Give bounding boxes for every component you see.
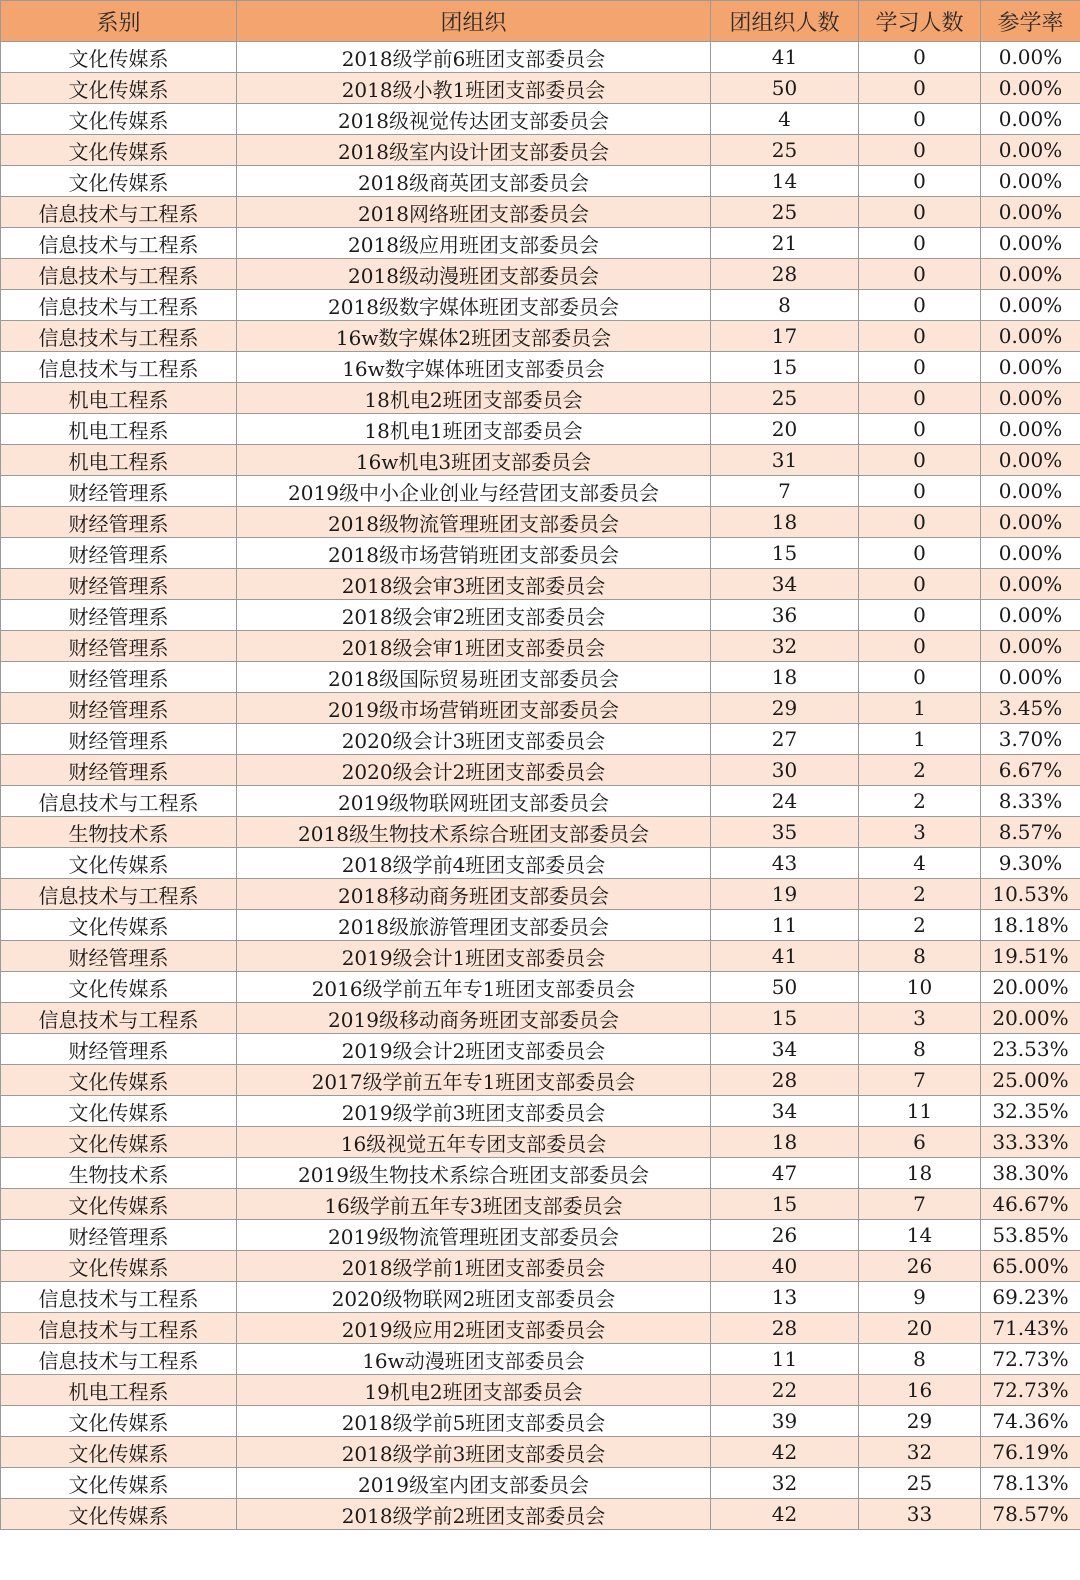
cell-learner-count: 33	[859, 1499, 981, 1530]
cell-organization: 16w机电3班团支部委员会	[237, 445, 711, 476]
table-row	[1, 910, 1080, 941]
cell-department: 信息技术与工程系	[1, 352, 237, 383]
cell-learner-count: 0	[859, 321, 981, 352]
cell-participation-rate: 0.00%	[981, 135, 1080, 166]
cell-member-count: 19	[711, 879, 859, 910]
cell-organization: 2019级应用2班团支部委员会	[237, 1313, 711, 1344]
cell-member-count: 22	[711, 1375, 859, 1406]
cell-participation-rate: 9.30%	[981, 848, 1080, 879]
cell-organization: 2018级会审3班团支部委员会	[237, 569, 711, 600]
cell-learner-count: 4	[859, 848, 981, 879]
cell-organization: 2018级动漫班团支部委员会	[237, 259, 711, 290]
cell-participation-rate: 0.00%	[981, 507, 1080, 538]
cell-participation-rate: 0.00%	[981, 476, 1080, 507]
cell-learner-count: 29	[859, 1406, 981, 1437]
cell-member-count: 27	[711, 724, 859, 755]
cell-member-count: 39	[711, 1406, 859, 1437]
cell-organization: 2016级学前五年专1班团支部委员会	[237, 972, 711, 1003]
cell-learner-count: 1	[859, 693, 981, 724]
table-row	[1, 693, 1080, 724]
cell-learner-count: 0	[859, 414, 981, 445]
table-row	[1, 1499, 1080, 1530]
cell-department: 财经管理系	[1, 631, 237, 662]
cell-learner-count: 3	[859, 1003, 981, 1034]
cell-organization: 2017级学前五年专1班团支部委员会	[237, 1065, 711, 1096]
table-row	[1, 1127, 1080, 1158]
cell-organization: 2018级学前3班团支部委员会	[237, 1437, 711, 1468]
cell-member-count: 47	[711, 1158, 859, 1189]
table-row	[1, 166, 1080, 197]
cell-organization: 2018级应用班团支部委员会	[237, 228, 711, 259]
cell-organization: 2018级室内设计团支部委员会	[237, 135, 711, 166]
table-row	[1, 104, 1080, 135]
cell-department: 机电工程系	[1, 383, 237, 414]
cell-member-count: 11	[711, 1344, 859, 1375]
cell-learner-count: 0	[859, 631, 981, 662]
cell-department: 信息技术与工程系	[1, 228, 237, 259]
cell-participation-rate: 18.18%	[981, 910, 1080, 941]
cell-learner-count: 11	[859, 1096, 981, 1127]
cell-learner-count: 3	[859, 817, 981, 848]
cell-member-count: 41	[711, 42, 859, 73]
cell-member-count: 28	[711, 259, 859, 290]
cell-learner-count: 0	[859, 476, 981, 507]
cell-organization: 2019级移动商务班团支部委员会	[237, 1003, 711, 1034]
cell-participation-rate: 23.53%	[981, 1034, 1080, 1065]
table-row	[1, 1220, 1080, 1251]
table-row	[1, 321, 1080, 352]
cell-department: 信息技术与工程系	[1, 786, 237, 817]
cell-learner-count: 2	[859, 879, 981, 910]
table-row	[1, 848, 1080, 879]
cell-member-count: 8	[711, 290, 859, 321]
cell-learner-count: 6	[859, 1127, 981, 1158]
cell-member-count: 11	[711, 910, 859, 941]
cell-learner-count: 8	[859, 941, 981, 972]
cell-organization: 18机电1班团支部委员会	[237, 414, 711, 445]
cell-member-count: 15	[711, 1189, 859, 1220]
cell-participation-rate: 8.33%	[981, 786, 1080, 817]
cell-participation-rate: 0.00%	[981, 414, 1080, 445]
cell-participation-rate: 0.00%	[981, 104, 1080, 135]
cell-department: 财经管理系	[1, 693, 237, 724]
header-member-count: 团组织人数	[711, 1, 859, 42]
cell-learner-count: 0	[859, 507, 981, 538]
cell-department: 文化传媒系	[1, 1189, 237, 1220]
cell-member-count: 17	[711, 321, 859, 352]
table-row	[1, 1189, 1080, 1220]
cell-learner-count: 2	[859, 786, 981, 817]
cell-organization: 16w数字媒体班团支部委员会	[237, 352, 711, 383]
cell-organization: 16w动漫班团支部委员会	[237, 1344, 711, 1375]
table-row	[1, 1344, 1080, 1375]
table-row	[1, 1003, 1080, 1034]
header-row	[1, 1, 1080, 42]
cell-participation-rate: 38.30%	[981, 1158, 1080, 1189]
cell-department: 机电工程系	[1, 445, 237, 476]
cell-participation-rate: 0.00%	[981, 352, 1080, 383]
cell-learner-count: 0	[859, 135, 981, 166]
table-body	[1, 42, 1080, 1530]
table-row	[1, 259, 1080, 290]
cell-member-count: 25	[711, 135, 859, 166]
cell-department: 文化传媒系	[1, 1065, 237, 1096]
cell-organization: 2018级小教1班团支部委员会	[237, 73, 711, 104]
cell-participation-rate: 0.00%	[981, 631, 1080, 662]
cell-participation-rate: 0.00%	[981, 662, 1080, 693]
table-row	[1, 1468, 1080, 1499]
cell-department: 财经管理系	[1, 569, 237, 600]
table-row	[1, 352, 1080, 383]
cell-member-count: 26	[711, 1220, 859, 1251]
cell-member-count: 7	[711, 476, 859, 507]
cell-learner-count: 0	[859, 445, 981, 476]
cell-organization: 2020级物联网2班团支部委员会	[237, 1282, 711, 1313]
table-row	[1, 941, 1080, 972]
cell-organization: 2018网络班团支部委员会	[237, 197, 711, 228]
cell-learner-count: 0	[859, 290, 981, 321]
cell-department: 文化传媒系	[1, 1437, 237, 1468]
cell-department: 文化传媒系	[1, 848, 237, 879]
cell-learner-count: 9	[859, 1282, 981, 1313]
cell-organization: 2020级会计3班团支部委员会	[237, 724, 711, 755]
cell-department: 文化传媒系	[1, 1251, 237, 1282]
cell-member-count: 25	[711, 197, 859, 228]
table-row	[1, 662, 1080, 693]
cell-department: 文化传媒系	[1, 166, 237, 197]
cell-department: 文化传媒系	[1, 104, 237, 135]
cell-department: 信息技术与工程系	[1, 321, 237, 352]
cell-organization: 2018级学前1班团支部委员会	[237, 1251, 711, 1282]
cell-learner-count: 10	[859, 972, 981, 1003]
cell-department: 财经管理系	[1, 538, 237, 569]
cell-organization: 2019级生物技术系综合班团支部委员会	[237, 1158, 711, 1189]
cell-learner-count: 32	[859, 1437, 981, 1468]
cell-department: 文化传媒系	[1, 1127, 237, 1158]
cell-organization: 2018级旅游管理团支部委员会	[237, 910, 711, 941]
cell-participation-rate: 78.57%	[981, 1499, 1080, 1530]
cell-department: 财经管理系	[1, 662, 237, 693]
cell-organization: 2019级室内团支部委员会	[237, 1468, 711, 1499]
header-organization: 团组织	[237, 1, 711, 42]
cell-member-count: 31	[711, 445, 859, 476]
cell-participation-rate: 74.36%	[981, 1406, 1080, 1437]
cell-member-count: 50	[711, 972, 859, 1003]
cell-organization: 16级学前五年专3班团支部委员会	[237, 1189, 711, 1220]
cell-organization: 2018级国际贸易班团支部委员会	[237, 662, 711, 693]
cell-member-count: 15	[711, 352, 859, 383]
table-row	[1, 879, 1080, 910]
cell-participation-rate: 0.00%	[981, 383, 1080, 414]
cell-department: 文化传媒系	[1, 1096, 237, 1127]
table-row	[1, 1282, 1080, 1313]
cell-member-count: 34	[711, 1096, 859, 1127]
cell-organization: 2019级会计2班团支部委员会	[237, 1034, 711, 1065]
cell-member-count: 41	[711, 941, 859, 972]
cell-organization: 18机电2班团支部委员会	[237, 383, 711, 414]
cell-learner-count: 18	[859, 1158, 981, 1189]
cell-participation-rate: 32.35%	[981, 1096, 1080, 1127]
table-row	[1, 414, 1080, 445]
cell-member-count: 35	[711, 817, 859, 848]
cell-learner-count: 0	[859, 73, 981, 104]
cell-learner-count: 26	[859, 1251, 981, 1282]
cell-member-count: 18	[711, 662, 859, 693]
cell-department: 文化传媒系	[1, 910, 237, 941]
cell-member-count: 15	[711, 1003, 859, 1034]
cell-department: 机电工程系	[1, 1375, 237, 1406]
cell-participation-rate: 71.43%	[981, 1313, 1080, 1344]
cell-learner-count: 0	[859, 662, 981, 693]
cell-member-count: 28	[711, 1313, 859, 1344]
cell-learner-count: 8	[859, 1034, 981, 1065]
cell-department: 生物技术系	[1, 1158, 237, 1189]
cell-member-count: 20	[711, 414, 859, 445]
cell-organization: 2018级学前5班团支部委员会	[237, 1406, 711, 1437]
cell-participation-rate: 65.00%	[981, 1251, 1080, 1282]
table-row	[1, 1158, 1080, 1189]
cell-participation-rate: 0.00%	[981, 228, 1080, 259]
cell-department: 财经管理系	[1, 1220, 237, 1251]
cell-department: 财经管理系	[1, 755, 237, 786]
cell-participation-rate: 20.00%	[981, 1003, 1080, 1034]
cell-department: 文化传媒系	[1, 1406, 237, 1437]
cell-learner-count: 0	[859, 600, 981, 631]
cell-participation-rate: 78.13%	[981, 1468, 1080, 1499]
cell-participation-rate: 3.45%	[981, 693, 1080, 724]
cell-learner-count: 2	[859, 910, 981, 941]
cell-learner-count: 0	[859, 383, 981, 414]
table-row	[1, 1096, 1080, 1127]
cell-participation-rate: 3.70%	[981, 724, 1080, 755]
cell-department: 财经管理系	[1, 507, 237, 538]
cell-member-count: 28	[711, 1065, 859, 1096]
cell-learner-count: 0	[859, 197, 981, 228]
cell-learner-count: 7	[859, 1189, 981, 1220]
cell-organization: 2018级商英团支部委员会	[237, 166, 711, 197]
cell-department: 生物技术系	[1, 817, 237, 848]
cell-member-count: 42	[711, 1437, 859, 1468]
cell-organization: 19机电2班团支部委员会	[237, 1375, 711, 1406]
cell-participation-rate: 0.00%	[981, 259, 1080, 290]
cell-participation-rate: 0.00%	[981, 290, 1080, 321]
table-row	[1, 228, 1080, 259]
table-row	[1, 817, 1080, 848]
cell-participation-rate: 0.00%	[981, 569, 1080, 600]
table-row	[1, 73, 1080, 104]
table-row	[1, 1065, 1080, 1096]
cell-member-count: 13	[711, 1282, 859, 1313]
cell-organization: 2018移动商务班团支部委员会	[237, 879, 711, 910]
cell-participation-rate: 10.53%	[981, 879, 1080, 910]
cell-department: 财经管理系	[1, 476, 237, 507]
cell-organization: 2019级学前3班团支部委员会	[237, 1096, 711, 1127]
table-row	[1, 972, 1080, 1003]
header-learner-count: 学习人数	[859, 1, 981, 42]
cell-participation-rate: 0.00%	[981, 321, 1080, 352]
cell-organization: 2018级学前4班团支部委员会	[237, 848, 711, 879]
cell-organization: 2018级学前2班团支部委员会	[237, 1499, 711, 1530]
cell-department: 财经管理系	[1, 941, 237, 972]
table-row	[1, 569, 1080, 600]
cell-learner-count: 2	[859, 755, 981, 786]
cell-department: 文化传媒系	[1, 42, 237, 73]
cell-participation-rate: 0.00%	[981, 42, 1080, 73]
table-row	[1, 507, 1080, 538]
table-header	[1, 1, 1080, 42]
cell-learner-count: 0	[859, 42, 981, 73]
cell-learner-count: 0	[859, 104, 981, 135]
cell-organization: 2019级中小企业创业与经营团支部委员会	[237, 476, 711, 507]
table-row	[1, 786, 1080, 817]
cell-participation-rate: 0.00%	[981, 600, 1080, 631]
cell-participation-rate: 72.73%	[981, 1344, 1080, 1375]
cell-organization: 2020级会计2班团支部委员会	[237, 755, 711, 786]
cell-organization: 2018级数字媒体班团支部委员会	[237, 290, 711, 321]
cell-organization: 2018级会审2班团支部委员会	[237, 600, 711, 631]
cell-learner-count: 0	[859, 166, 981, 197]
cell-participation-rate: 72.73%	[981, 1375, 1080, 1406]
table-row	[1, 631, 1080, 662]
cell-department: 信息技术与工程系	[1, 290, 237, 321]
cell-learner-count: 25	[859, 1468, 981, 1499]
cell-department: 财经管理系	[1, 1034, 237, 1065]
cell-participation-rate: 0.00%	[981, 166, 1080, 197]
cell-learner-count: 0	[859, 259, 981, 290]
cell-department: 信息技术与工程系	[1, 1003, 237, 1034]
table-row	[1, 290, 1080, 321]
table-row	[1, 135, 1080, 166]
cell-member-count: 32	[711, 631, 859, 662]
cell-department: 文化传媒系	[1, 972, 237, 1003]
cell-learner-count: 0	[859, 569, 981, 600]
cell-organization: 2018级市场营销班团支部委员会	[237, 538, 711, 569]
table-row	[1, 197, 1080, 228]
cell-department: 信息技术与工程系	[1, 197, 237, 228]
cell-participation-rate: 25.00%	[981, 1065, 1080, 1096]
cell-member-count: 42	[711, 1499, 859, 1530]
cell-organization: 2018级会审1班团支部委员会	[237, 631, 711, 662]
cell-department: 信息技术与工程系	[1, 259, 237, 290]
table-row	[1, 1375, 1080, 1406]
cell-participation-rate: 20.00%	[981, 972, 1080, 1003]
cell-member-count: 18	[711, 507, 859, 538]
cell-participation-rate: 8.57%	[981, 817, 1080, 848]
cell-department: 财经管理系	[1, 724, 237, 755]
cell-department: 信息技术与工程系	[1, 879, 237, 910]
cell-participation-rate: 0.00%	[981, 445, 1080, 476]
cell-department: 文化传媒系	[1, 73, 237, 104]
cell-member-count: 15	[711, 538, 859, 569]
cell-organization: 2018级物流管理班团支部委员会	[237, 507, 711, 538]
cell-learner-count: 0	[859, 228, 981, 259]
cell-organization: 2019级会计1班团支部委员会	[237, 941, 711, 972]
cell-learner-count: 1	[859, 724, 981, 755]
cell-participation-rate: 0.00%	[981, 197, 1080, 228]
header-participation-rate: 参学率	[981, 1, 1080, 42]
cell-member-count: 24	[711, 786, 859, 817]
table-row	[1, 755, 1080, 786]
table-row	[1, 476, 1080, 507]
cell-member-count: 50	[711, 73, 859, 104]
cell-participation-rate: 33.33%	[981, 1127, 1080, 1158]
table-row	[1, 1251, 1080, 1282]
cell-member-count: 34	[711, 569, 859, 600]
cell-organization: 16w数字媒体2班团支部委员会	[237, 321, 711, 352]
cell-department: 机电工程系	[1, 414, 237, 445]
cell-participation-rate: 0.00%	[981, 73, 1080, 104]
cell-member-count: 32	[711, 1468, 859, 1499]
cell-learner-count: 7	[859, 1065, 981, 1096]
cell-organization: 2019级市场营销班团支部委员会	[237, 693, 711, 724]
cell-department: 信息技术与工程系	[1, 1313, 237, 1344]
cell-member-count: 18	[711, 1127, 859, 1158]
cell-organization: 16级视觉五年专团支部委员会	[237, 1127, 711, 1158]
table-row	[1, 600, 1080, 631]
cell-organization: 2019级物联网班团支部委员会	[237, 786, 711, 817]
cell-organization: 2018级学前6班团支部委员会	[237, 42, 711, 73]
cell-participation-rate: 6.67%	[981, 755, 1080, 786]
cell-department: 信息技术与工程系	[1, 1344, 237, 1375]
cell-member-count: 36	[711, 600, 859, 631]
cell-member-count: 40	[711, 1251, 859, 1282]
table-row	[1, 538, 1080, 569]
cell-department: 文化传媒系	[1, 1499, 237, 1530]
cell-participation-rate: 69.23%	[981, 1282, 1080, 1313]
cell-member-count: 34	[711, 1034, 859, 1065]
cell-member-count: 4	[711, 104, 859, 135]
cell-learner-count: 20	[859, 1313, 981, 1344]
cell-participation-rate: 0.00%	[981, 538, 1080, 569]
table-row	[1, 1406, 1080, 1437]
cell-department: 信息技术与工程系	[1, 1282, 237, 1313]
cell-participation-rate: 19.51%	[981, 941, 1080, 972]
cell-department: 文化传媒系	[1, 1468, 237, 1499]
cell-member-count: 21	[711, 228, 859, 259]
cell-member-count: 14	[711, 166, 859, 197]
table-row	[1, 383, 1080, 414]
table-row	[1, 445, 1080, 476]
cell-department: 文化传媒系	[1, 135, 237, 166]
cell-department: 财经管理系	[1, 600, 237, 631]
header-department: 系别	[1, 1, 237, 42]
cell-participation-rate: 53.85%	[981, 1220, 1080, 1251]
cell-organization: 2019级物流管理班团支部委员会	[237, 1220, 711, 1251]
table-row	[1, 1437, 1080, 1468]
cell-member-count: 43	[711, 848, 859, 879]
table-row	[1, 42, 1080, 73]
table-row	[1, 1034, 1080, 1065]
table-row	[1, 1313, 1080, 1344]
cell-member-count: 29	[711, 693, 859, 724]
cell-participation-rate: 76.19%	[981, 1437, 1080, 1468]
cell-member-count: 25	[711, 383, 859, 414]
cell-organization: 2018级视觉传达团支部委员会	[237, 104, 711, 135]
cell-member-count: 30	[711, 755, 859, 786]
cell-learner-count: 0	[859, 538, 981, 569]
cell-learner-count: 8	[859, 1344, 981, 1375]
table-row	[1, 724, 1080, 755]
cell-organization: 2018级生物技术系综合班团支部委员会	[237, 817, 711, 848]
cell-participation-rate: 46.67%	[981, 1189, 1080, 1220]
cell-learner-count: 16	[859, 1375, 981, 1406]
cell-learner-count: 0	[859, 352, 981, 383]
cell-learner-count: 14	[859, 1220, 981, 1251]
